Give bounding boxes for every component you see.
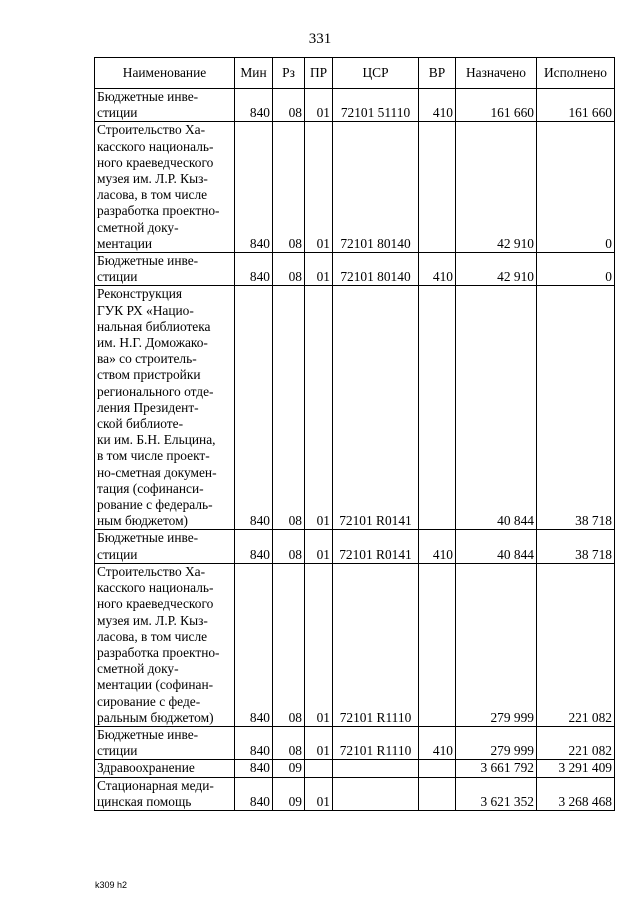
row-rz-cell: 08 bbox=[273, 286, 305, 530]
row-assigned-cell: 42 910 bbox=[456, 253, 537, 286]
row-assigned-cell: 161 660 bbox=[456, 89, 537, 122]
row-name-cell: Бюджетные инве- стиции bbox=[95, 89, 235, 122]
row-pr-cell: 01 bbox=[305, 726, 333, 759]
row-rz-cell: 08 bbox=[273, 726, 305, 759]
row-csr-cell bbox=[333, 760, 419, 777]
table-row bbox=[95, 286, 615, 530]
row-rz-cell: 09 bbox=[273, 760, 305, 777]
row-executed-cell: 221 082 bbox=[537, 563, 615, 726]
row-pr-cell: 01 bbox=[305, 530, 333, 563]
table-row bbox=[95, 530, 615, 563]
row-min-cell: 840 bbox=[235, 89, 273, 122]
row-vr-cell bbox=[419, 563, 456, 726]
row-name-cell: Здравоохранение bbox=[95, 760, 235, 777]
row-assigned-cell: 3 621 352 bbox=[456, 777, 537, 810]
table-row bbox=[95, 122, 615, 253]
row-assigned-cell: 42 910 bbox=[456, 122, 537, 253]
row-min-cell: 840 bbox=[235, 563, 273, 726]
row-executed-cell: 3 291 409 bbox=[537, 760, 615, 777]
table-row bbox=[95, 760, 615, 777]
row-executed-cell: 221 082 bbox=[537, 726, 615, 759]
table-row bbox=[95, 777, 615, 810]
row-csr-cell: 72101 R0141 bbox=[333, 286, 419, 530]
row-vr-cell bbox=[419, 760, 456, 777]
row-rz-cell: 08 bbox=[273, 563, 305, 726]
row-assigned-cell: 3 661 792 bbox=[456, 760, 537, 777]
page-number: 331 bbox=[308, 31, 332, 47]
row-vr-cell: 410 bbox=[419, 89, 456, 122]
row-min-cell: 840 bbox=[235, 726, 273, 759]
row-vr-cell bbox=[419, 286, 456, 530]
row-assigned-cell: 40 844 bbox=[456, 530, 537, 563]
row-pr-cell: 01 bbox=[305, 253, 333, 286]
column-header-rz: Рз bbox=[273, 58, 305, 89]
row-assigned-cell: 279 999 bbox=[456, 726, 537, 759]
row-assigned-cell: 40 844 bbox=[456, 286, 537, 530]
row-vr-cell: 410 bbox=[419, 726, 456, 759]
column-header-pr: ПР bbox=[305, 58, 333, 89]
row-rz-cell: 08 bbox=[273, 122, 305, 253]
row-min-cell: 840 bbox=[235, 530, 273, 563]
row-pr-cell: 01 bbox=[305, 89, 333, 122]
footer-code: k309 h2 bbox=[95, 880, 128, 890]
table-header-row bbox=[95, 58, 615, 89]
row-csr-cell bbox=[333, 777, 419, 810]
row-min-cell: 840 bbox=[235, 253, 273, 286]
row-assigned-cell: 279 999 bbox=[456, 563, 537, 726]
budget-table bbox=[94, 57, 615, 811]
column-header-csr: ЦСР bbox=[333, 58, 419, 89]
row-name-cell: Реконструкция ГУК РХ «Нацио- нальная библиотека им. Н.Г. Доможако- ва» со строитель- ством пристройки регионального отде- ления Президент- ской библиоте- ки им. Б.Н. Ельцина, в том числе проект- но-сметная докумен- тация (софинанси- рование с федераль- ным бюджетом) bbox=[95, 286, 235, 530]
row-executed-cell: 0 bbox=[537, 253, 615, 286]
row-name-cell: Бюджетные инве- стиции bbox=[95, 726, 235, 759]
row-vr-cell: 410 bbox=[419, 253, 456, 286]
row-rz-cell: 08 bbox=[273, 530, 305, 563]
column-header-assigned: Назначено bbox=[456, 58, 537, 89]
row-min-cell: 840 bbox=[235, 122, 273, 253]
row-pr-cell: 01 bbox=[305, 286, 333, 530]
row-csr-cell: 72101 80140 bbox=[333, 253, 419, 286]
column-header-name: Наименование bbox=[95, 58, 235, 89]
row-rz-cell: 09 bbox=[273, 777, 305, 810]
row-executed-cell: 0 bbox=[537, 122, 615, 253]
table-row bbox=[95, 89, 615, 122]
table-body bbox=[95, 89, 615, 811]
row-executed-cell: 161 660 bbox=[537, 89, 615, 122]
row-executed-cell: 3 268 468 bbox=[537, 777, 615, 810]
row-vr-cell: 410 bbox=[419, 530, 456, 563]
row-csr-cell: 72101 51110 bbox=[333, 89, 419, 122]
column-header-vr: ВР bbox=[419, 58, 456, 89]
table-row bbox=[95, 253, 615, 286]
table-row bbox=[95, 726, 615, 759]
row-name-cell: Стационарная меди- цинская помощь bbox=[95, 777, 235, 810]
row-executed-cell: 38 718 bbox=[537, 286, 615, 530]
column-header-executed: Исполнено bbox=[537, 58, 615, 89]
row-csr-cell: 72101 80140 bbox=[333, 122, 419, 253]
row-name-cell: Бюджетные инве- стиции bbox=[95, 253, 235, 286]
row-vr-cell bbox=[419, 122, 456, 253]
row-pr-cell: 01 bbox=[305, 777, 333, 810]
row-executed-cell: 38 718 bbox=[537, 530, 615, 563]
row-min-cell: 840 bbox=[235, 286, 273, 530]
row-pr-cell: 01 bbox=[305, 563, 333, 726]
table-row bbox=[95, 563, 615, 726]
row-min-cell: 840 bbox=[235, 777, 273, 810]
row-csr-cell: 72101 R0141 bbox=[333, 530, 419, 563]
row-vr-cell bbox=[419, 777, 456, 810]
row-name-cell: Строительство Ха- касского националь- ного краеведческого музея им. Л.Р. Кыз- ласова, в том числе разработка проектно- сметной доку- ментации bbox=[95, 122, 235, 253]
row-rz-cell: 08 bbox=[273, 89, 305, 122]
row-rz-cell: 08 bbox=[273, 253, 305, 286]
row-pr-cell bbox=[305, 760, 333, 777]
column-header-min: Мин bbox=[235, 58, 273, 89]
row-csr-cell: 72101 R1110 bbox=[333, 726, 419, 759]
row-pr-cell: 01 bbox=[305, 122, 333, 253]
row-min-cell: 840 bbox=[235, 760, 273, 777]
row-name-cell: Строительство Ха- касского националь- ного краеведческого музея им. Л.Р. Кыз- ласова, в том числе разработка проектно- сметной доку- ментации (софинан- сирование с феде- ральным бюджетом) bbox=[95, 563, 235, 726]
row-name-cell: Бюджетные инве- стиции bbox=[95, 530, 235, 563]
row-csr-cell: 72101 R1110 bbox=[333, 563, 419, 726]
